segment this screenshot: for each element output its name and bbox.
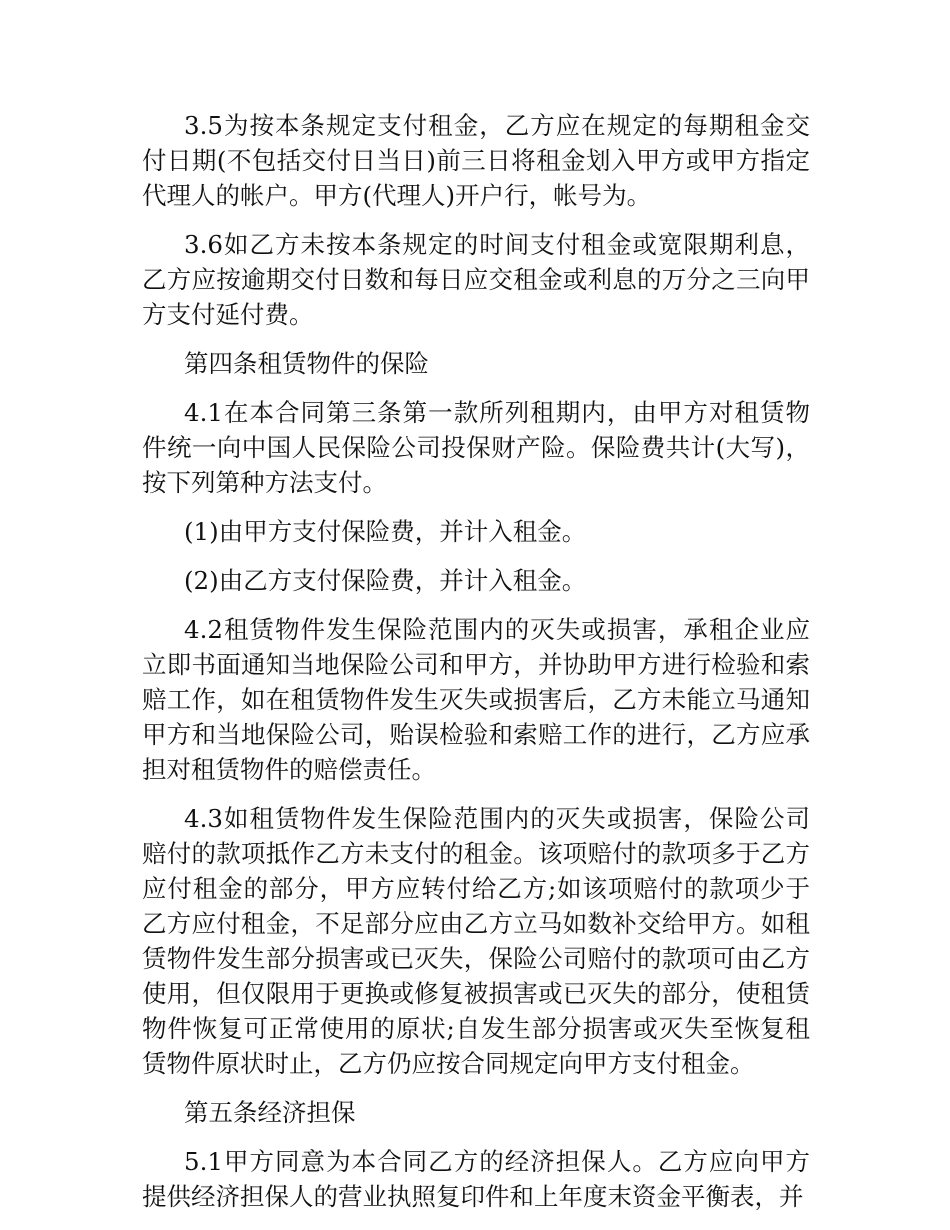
clause-4-2-paragraph: 4.2租赁物件发生保险范围内的灭失或损害，承租企业应立即书面通知当地保险公司和甲方，并协助甲方进行检验和索赔工作，如在租赁物件发生灭失或损害后，乙方未能立马通知甲方和当地保险公司，贻误检验和索赔工作的进行，乙方应承担对租赁物件的赔偿责任。 xyxy=(142,615,810,784)
clause-3-5-paragraph: 3.5为按本条规定支付租金，乙方应在规定的每期租金交付日期(不包括交付日当日)前三日将租金划入甲方或甲方指定代理人的帐户。甲方(代理人)开户行，帐号为。 xyxy=(142,111,810,210)
option-2-paragraph: (2)由乙方支付保险费，并计入租金。 xyxy=(184,566,587,595)
clause-4-3-paragraph: 4.3如租赁物件发生保险范围内的灭失或损害，保险公司赔付的款项抵作乙方未支付的租金。该项赔付的款项多于乙方应付租金的部分，甲方应转付给乙方;如该项赔付的款项少于乙方应付租金，不足部分应由乙方立马如数补交给甲方。如租赁物件发生部分损害或已灭失，保险公司赔付的款项可由乙方使用，但仅限用于更换或修复被损害或已灭失的部分，使租赁物件恢复可正常使用的原状;自发生部分损害或灭失至恢复租赁物件原状时止，乙方仍应按合同规定向甲方支付租金。 xyxy=(142,804,810,1078)
clause-5-1-paragraph: 5.1甲方同意为本合同乙方的经济担保人。乙方应向甲方提供经济担保人的营业执照复印件和上年度末资金平衡表，并 xyxy=(142,1147,810,1211)
option-1-paragraph: (1)由甲方支付保险费，并计入租金。 xyxy=(184,517,587,546)
article-4-heading: 第四条租赁物件的保险 xyxy=(184,349,429,378)
clause-3-6-paragraph: 3.6如乙方未按本条规定的时间支付租金或宽限期利息，乙方应按逾期交付日数和每日应交租金或利息的万分之三向甲方支付延付费。 xyxy=(142,230,810,329)
article-5-heading: 第五条经济担保 xyxy=(184,1098,356,1127)
document-body xyxy=(142,108,810,1228)
clause-4-1-paragraph: 4.1在本合同第三条第一款所列租期内，由甲方对租赁物件统一向中国人民保险公司投保财产险。保险费共计(大写)，按下列第种方法支付。 xyxy=(142,398,810,497)
